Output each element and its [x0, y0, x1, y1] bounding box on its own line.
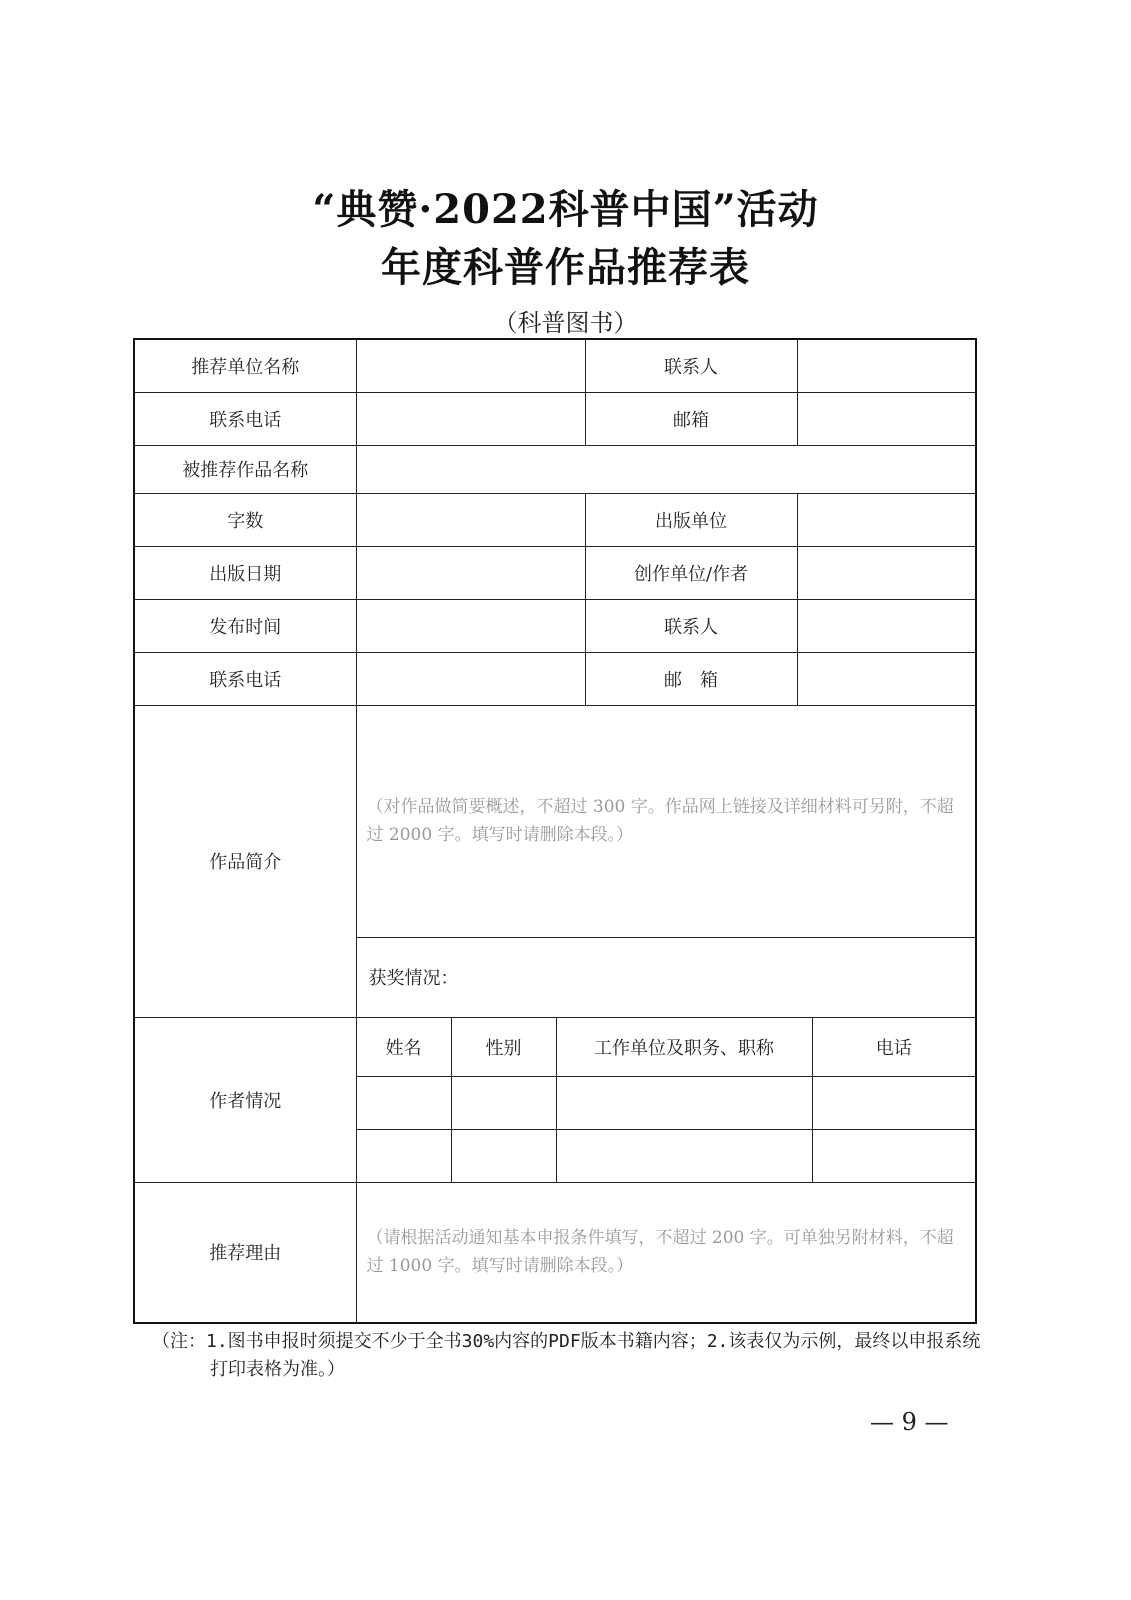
footnote: （注：1.图书申报时须提交不少于全书30%内容的PDF版本书籍内容；2.该表仅为示例，最终以申报系统打印表格为准。）	[152, 1331, 981, 1380]
form-row-phone2	[134, 652, 976, 705]
rec-unit-field[interactable]	[356, 339, 585, 392]
author-workplace-cell[interactable]	[556, 1129, 812, 1182]
publisher-label: 出版单位	[585, 493, 797, 546]
email2-field[interactable]	[797, 652, 976, 705]
author-gender-cell[interactable]	[451, 1076, 556, 1129]
pub-date-field[interactable]	[356, 546, 585, 599]
author-workplace-header: 工作单位及职务、职称	[556, 1017, 812, 1076]
work-name-label: 被推荐作品名称	[134, 445, 356, 493]
author-name-header: 姓名	[356, 1017, 451, 1076]
work-name-field[interactable]	[356, 445, 976, 493]
contact2-label: 联系人	[585, 599, 797, 652]
phone-label: 联系电话	[134, 392, 356, 445]
phone2-field[interactable]	[356, 652, 585, 705]
release-time-label: 发布时间	[134, 599, 356, 652]
reason-hint[interactable]: （请根据活动通知基本申报条件填写，不超过 200 字。可单独另附材料，不超过 1000 字。填写时请删除本段。）	[356, 1182, 976, 1323]
phone-field[interactable]	[356, 392, 585, 445]
intro-hint[interactable]: （对作品做简要概述，不超过 300 字。作品网上链接及详细材料可另附，不超过 2000 字。填写时请删除本段。）	[356, 705, 976, 937]
contact-field[interactable]	[797, 339, 976, 392]
author-name-cell[interactable]	[356, 1129, 451, 1182]
page-number: — 9 —	[870, 1408, 949, 1436]
author-header-row	[134, 1017, 976, 1076]
document-title-line2: 年度科普作品推荐表	[381, 244, 750, 291]
document-subtitle: （科普图书）	[493, 309, 638, 337]
email-field[interactable]	[797, 392, 976, 445]
form-row-phone	[134, 392, 976, 445]
creator-label: 创作单位/作者	[585, 546, 797, 599]
author-phone-cell[interactable]	[812, 1129, 976, 1182]
author-name-cell[interactable]	[356, 1076, 451, 1129]
award-field[interactable]: 获奖情况：	[356, 937, 976, 1017]
author-label: 作者情况	[134, 1017, 356, 1182]
phone2-label: 联系电话	[134, 652, 356, 705]
pub-date-label: 出版日期	[134, 546, 356, 599]
form-row-pub-date	[134, 546, 976, 599]
form-row-reason	[134, 1182, 976, 1323]
author-phone-header: 电话	[812, 1017, 976, 1076]
word-count-label: 字数	[134, 493, 356, 546]
form-row-rec-unit	[134, 339, 976, 392]
intro-label: 作品简介	[134, 705, 356, 1017]
author-gender-cell[interactable]	[451, 1129, 556, 1182]
contact-label: 联系人	[585, 339, 797, 392]
form-row-release-time	[134, 599, 976, 652]
form-row-intro	[134, 705, 976, 937]
document-title-line1: “典赞·2022科普中国”活动	[312, 186, 819, 233]
reason-label: 推荐理由	[134, 1182, 356, 1323]
author-workplace-cell[interactable]	[556, 1076, 812, 1129]
email2-label: 邮 箱	[585, 652, 797, 705]
author-gender-header: 性别	[451, 1017, 556, 1076]
form-row-word-count	[134, 493, 976, 546]
form-row-work-name	[134, 445, 976, 493]
rec-unit-label: 推荐单位名称	[134, 339, 356, 392]
recommendation-form-table	[133, 338, 977, 1324]
author-phone-cell[interactable]	[812, 1076, 976, 1129]
publisher-field[interactable]	[797, 493, 976, 546]
email-label: 邮箱	[585, 392, 797, 445]
contact2-field[interactable]	[797, 599, 976, 652]
creator-field[interactable]	[797, 546, 976, 599]
word-count-field[interactable]	[356, 493, 585, 546]
release-time-field[interactable]	[356, 599, 585, 652]
